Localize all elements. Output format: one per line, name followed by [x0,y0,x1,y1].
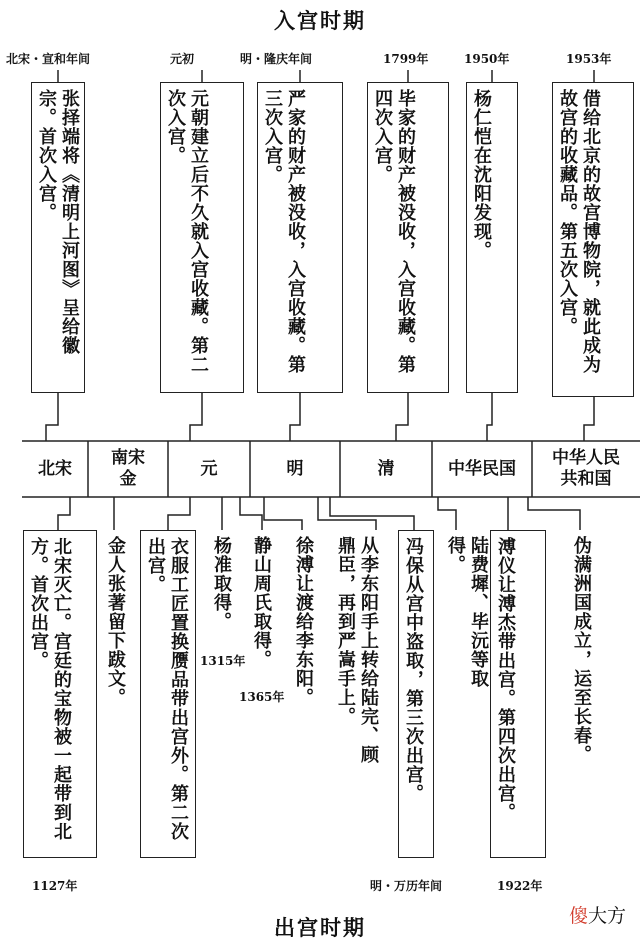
era-prc [532,441,640,497]
date-label: 1953年 [566,52,612,66]
era-label: 明 [286,458,304,479]
entry-box [160,82,244,393]
date-label: 1127年 [32,879,78,893]
watermark-logo [569,901,626,928]
date-label: 元初 [170,52,195,66]
entry-box [466,82,518,393]
entry-box [552,82,634,397]
entry-text: 元朝建立后不久就入宫收藏。第二次入宫。 [165,89,209,374]
date-label: 1799年 [383,52,429,66]
date-label: 1365年 [239,690,285,704]
era-republic [432,441,532,497]
era-northern-song [22,441,88,497]
era-qing [340,441,432,497]
era-yuan [168,441,250,497]
era-label: 北宋 [38,458,72,479]
exit-text: 溥仪让溥杰带出宫。第四次出宫。 [495,537,516,822]
exit-text: 徐溥让渡给李东阳。 [293,536,314,707]
exit-box [23,530,97,858]
entry-text: 杨仁恺在沈阳发现。 [471,89,492,260]
exit-text: 从李东阳手上转给陆完、顾鼎臣，再到严嵩手上。 [335,536,379,764]
exit-text: 金人张著留下跋文。 [105,536,126,707]
exit-text: 衣服工匠置换赝品带出宫外。第二次出宫。 [145,537,189,841]
exit-text: 冯保从宫中盗取，第三次出宫。 [403,537,424,803]
entry-text: 张择端将《清明上河图》呈给徽宗。首次入宫。 [36,89,80,355]
date-label: 1922年 [497,879,543,893]
era-label: 中华民国 [448,458,516,479]
entry-text: 严家的财产被没收，入宫收藏。第三次入宫。 [262,89,306,374]
exit-text: 伪满洲国成立，运至长春。 [571,536,592,764]
watermark-rest: 大方 [587,905,626,927]
entry-box [257,82,343,393]
era-label: 中华人民 共和国 [552,448,620,489]
era-label: 清 [377,458,395,479]
exit-text: 北宋灭亡。宫廷的宝物被一起带到北方。首次出宫。 [28,537,72,841]
exit-text: 静山周氏取得。 [251,536,272,669]
date-label: 1950年 [464,52,510,66]
exit-text: 陆费墀、毕沅等取得。 [445,536,489,688]
date-label: 北宋・宣和年间 [6,52,91,66]
entry-box [367,82,449,393]
era-label: 元 [200,458,218,479]
date-label: 明・万历年间 [370,879,443,893]
footer-title: 出宫时期 [274,915,366,940]
era-label: 南宋 金 [111,448,145,489]
exit-box [140,530,196,858]
era-southern-song-jin [88,441,168,497]
watermark-char: 傻 [568,905,588,927]
date-label: 1315年 [200,654,246,668]
exit-box [398,530,434,858]
exit-text: 杨准取得。 [211,536,232,631]
entry-text: 毕家的财产被没收，入宫收藏。第四次入宫。 [372,89,416,374]
exit-box [490,530,546,858]
era-ming [250,441,340,497]
header-title: 入宫时期 [274,8,366,33]
entry-text: 借给北京的故宫博物院，就此成为故宫的收藏品。第五次入宫。 [557,89,601,374]
date-label: 明・隆庆年间 [240,52,313,66]
entry-box [31,82,85,393]
